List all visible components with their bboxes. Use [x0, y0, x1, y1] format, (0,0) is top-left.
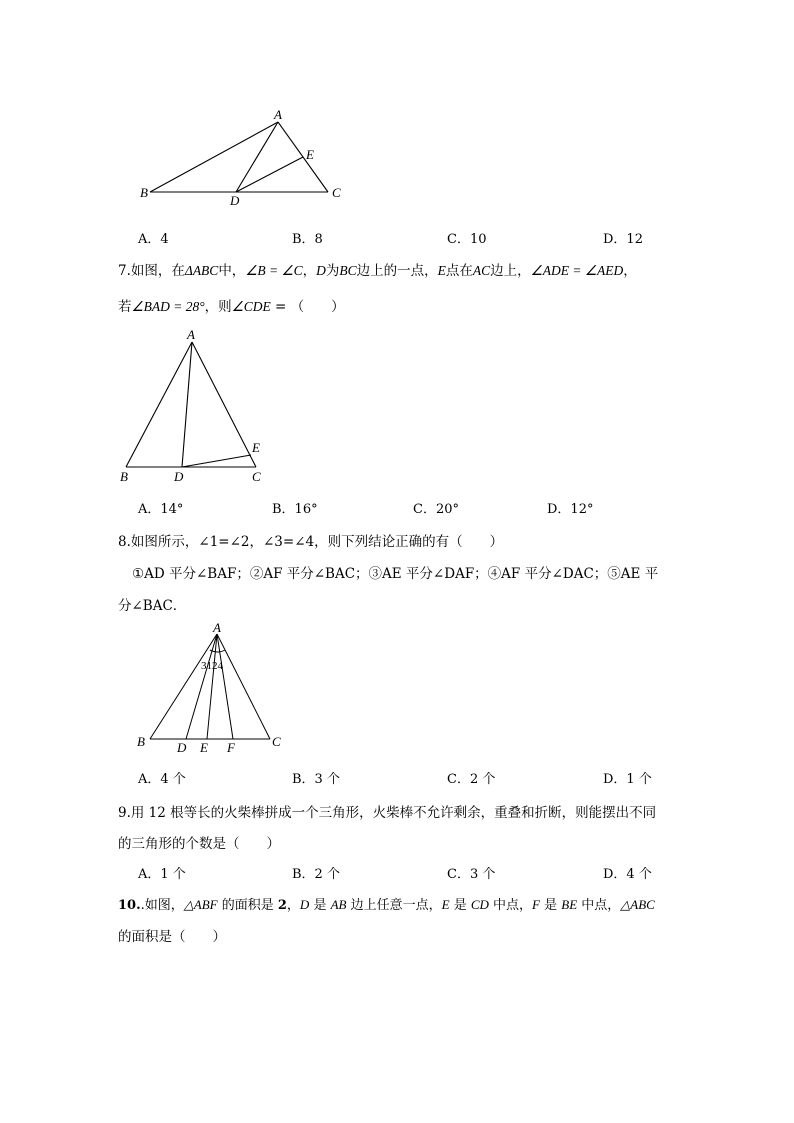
q8-stem-line3: 分∠BAC． [118, 598, 187, 614]
segment-ab [150, 634, 217, 739]
q10-math-seg: CD [470, 897, 489, 912]
q10-text-seg: 是 [539, 898, 562, 913]
q10-stem-line1 [118, 894, 655, 913]
q10-number: 10. [118, 898, 141, 913]
q10-text-seg: .如图， [140, 898, 184, 913]
q7-text-seg: 如图，在 [130, 263, 185, 279]
vertex-label-f: F [227, 740, 235, 755]
vertex-label-e: E [252, 440, 260, 455]
q7-math-seg: ΔABC [184, 263, 219, 278]
vertex-label-c: C [272, 734, 281, 749]
q6-option-a: A．4 [138, 232, 169, 247]
q10-math-seg: D [299, 897, 310, 912]
figure-triangle-abc-q7 [112, 328, 272, 488]
q7-text-seg: 为 [325, 263, 340, 279]
q7-math-seg: ∠BAD = 28° [131, 299, 205, 314]
q10-text-seg: 的面积是 [217, 898, 278, 913]
q8-option-b: B．3 个 [292, 772, 340, 787]
q8-stem-line2: ①AD 平分∠BAF；②AF 平分∠BAC；③AE 平分∠DAF；④AF 平分∠DAC；⑤AE 平 [132, 566, 659, 582]
vertex-label-a: A [187, 328, 195, 342]
q10-math-seg: BE [561, 897, 578, 912]
q10-text-seg: ， [286, 898, 300, 913]
q10-math-seg: E [441, 897, 450, 912]
vertex-label-d: D [177, 740, 187, 755]
q9-option-b: B．2 个 [292, 867, 340, 882]
q6-option-d: D．12 [603, 232, 643, 247]
q9-stem-line2: 的三角形的个数是（ ） [118, 836, 280, 852]
q9-option-c: C．3 个 [447, 867, 496, 882]
vertex-label-b: B [120, 469, 128, 484]
segment-ad [182, 342, 192, 467]
q7-text-seg: 点在 [445, 263, 473, 279]
q9-option-a: A．1 个 [138, 867, 186, 882]
q7-text-seg: ， [302, 263, 317, 279]
vertex-label-b: B [140, 185, 148, 200]
q7-math-seg: ∠B = ∠C [245, 263, 303, 278]
q10-math-seg: △ABF [183, 897, 218, 912]
q7-math-seg: AC [472, 263, 491, 278]
q10-text-seg: 中点， [488, 898, 533, 913]
q7-text-seg: 若 [118, 299, 132, 315]
q8-option-d: D．1 个 [603, 772, 652, 787]
vertex-label-d: D [174, 469, 184, 484]
q10-text-seg: 是 [449, 898, 471, 913]
q7-text-seg: 边上的一点， [356, 263, 438, 279]
q9-stem-line1: 9.用 12 根等长的火柴棒拼成一个三角形，火柴棒不允许剩余，重叠和折断，则能摆出不同 [118, 805, 657, 821]
q7-math-seg: ∠ADE = ∠AED [530, 263, 624, 278]
q8-option-a: A．4 个 [138, 772, 186, 787]
vertex-label-a: A [213, 620, 221, 635]
q10-text-seg: 边上任意一点， [346, 898, 442, 913]
segment-ab [126, 342, 192, 467]
q8-stem-line1: 8.如图所示，∠1=∠2，∠3=∠4，则下列结论正确的有（ ） [118, 534, 504, 550]
q10-math-seg: F [532, 897, 540, 912]
vertex-label-b: B [137, 734, 145, 749]
q7-option-c: C．20° [413, 502, 459, 517]
segment-ac [192, 342, 256, 467]
figure-triangle-abc-q8 [132, 620, 292, 760]
q7-stem-line2 [118, 295, 345, 315]
q10-math-seg: △ABC [620, 897, 655, 912]
q7-stem-line1 [118, 259, 637, 279]
q7-math-seg: E [437, 263, 446, 278]
q7-math-seg: D [316, 263, 326, 278]
vertex-label-e: E [306, 147, 314, 162]
q10-text-seg: 是 [309, 898, 331, 913]
q7-text-seg: = （ ） [270, 299, 345, 315]
segment-ba [150, 122, 278, 192]
q6-option-c: C．10 [447, 232, 487, 247]
q10-value-seg: 2 [277, 898, 287, 913]
vertex-label-d: D [230, 193, 240, 208]
angle-labels-3124: 3124 [201, 660, 223, 672]
q7-option-b: B．16° [272, 502, 318, 517]
vertex-label-c: C [252, 469, 261, 484]
q7-text-seg: ，则 [204, 299, 232, 315]
q7-text-seg: ， [623, 263, 637, 279]
q9-option-d: D．4 个 [603, 867, 652, 882]
q7-math-seg: ∠CDE [231, 299, 271, 314]
figure-triangle-abc-q6 [130, 105, 360, 210]
q7-option-d: D．12° [547, 502, 594, 517]
q8-option-c: C．2 个 [447, 772, 496, 787]
q6-option-b: B．8 [292, 232, 323, 247]
vertex-label-a: A [274, 107, 282, 122]
q10-math-seg: AB [330, 897, 347, 912]
vertex-label-c: C [332, 185, 341, 200]
vertex-label-e: E [200, 740, 208, 755]
segment-de [182, 455, 251, 467]
q10-text-seg: 中点， [577, 898, 621, 913]
q7-math-seg: BC [339, 263, 357, 278]
q7-option-a: A．14° [138, 502, 184, 517]
q7-text-seg: 边上， [490, 263, 531, 279]
q7-number: 7. [118, 263, 131, 279]
q7-text-seg: 中， [218, 263, 246, 279]
q10-stem-line2: 的面积是（ ） [118, 929, 226, 945]
